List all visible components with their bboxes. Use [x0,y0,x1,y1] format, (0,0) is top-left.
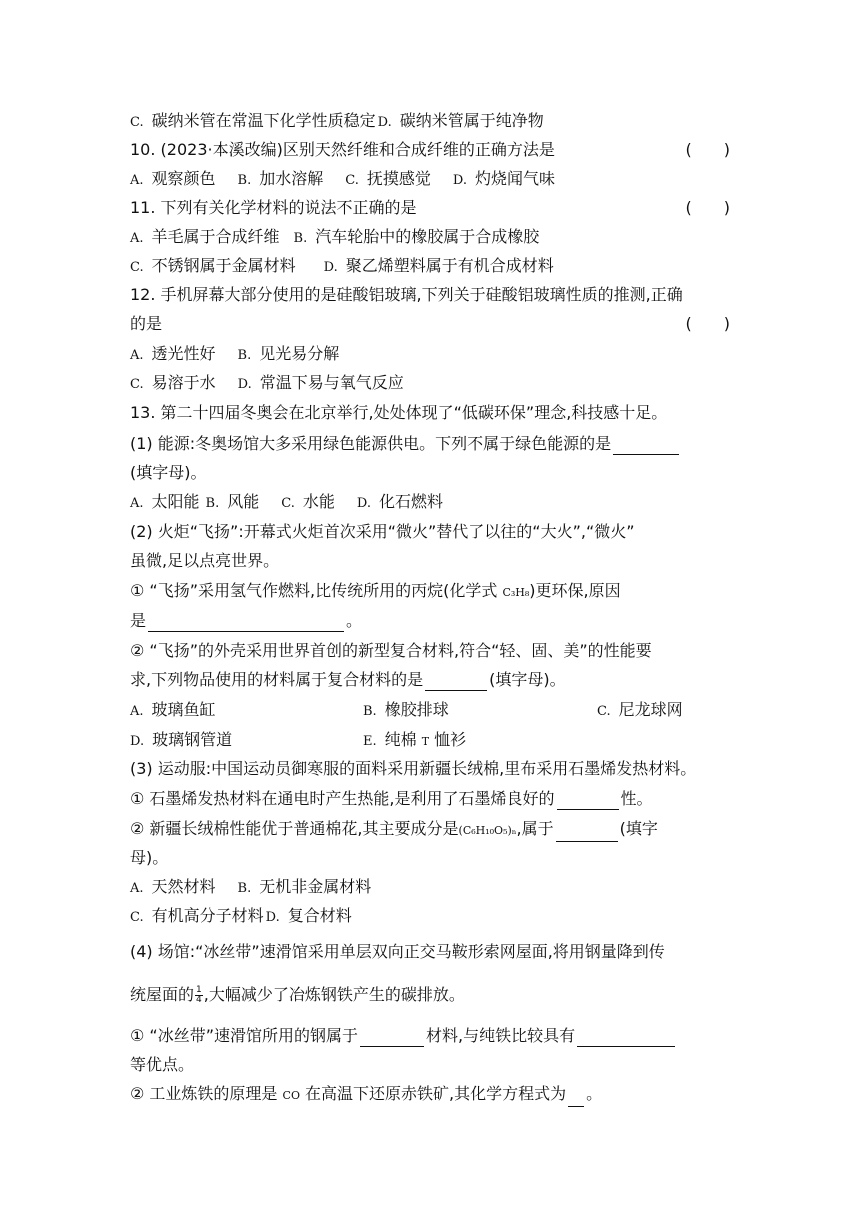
question-text: ① “冰丝带”速滑馆所用的钢属于 [130,1026,359,1045]
q13-part3-sub2 [130,818,730,842]
option-letter: E. [363,734,377,749]
question-text: 13. 第二十四届冬奥会在北京举行,处处体现了“低碳环保”理念,科技感十足。 [130,403,668,422]
option-letter: A. [130,881,144,896]
option-text: 加水溶解 [259,169,324,188]
question-text: 11. 下列有关化学材料的说法不正确的是 [130,198,417,217]
option-letter: B. [237,881,252,896]
fraction-denominator: 4 [196,995,202,1005]
option-text: 水能 [302,492,335,511]
question-text: (填字母)。 [489,670,566,689]
answer-parentheses: ( ) [685,314,730,333]
option-letter: D. [323,260,338,275]
question-text: (填字 [619,819,658,838]
question-text: 求,下列物品使用的材料属于复合材料的是 [130,670,424,689]
question-text: ② “飞扬”的外壳采用世界首创的新型复合材料,符合“轻、固、美”的性能要 [130,641,652,660]
option-letter: C. [130,377,144,392]
question-text: (4) 场馆:“冰丝带”速滑馆采用单层双向正交马鞍形索网屋面,将用钢量降到传 [130,942,665,961]
q13-part2-sub2-cont [130,669,730,691]
option-letter: A. [130,173,144,188]
option-letter: D. [452,173,467,188]
question-text: ② 工业炼铁的原理是 [130,1084,283,1103]
q13-part1-cont [130,462,730,484]
option-text: 玻璃钢管道 [152,730,233,749]
chemical-formula: C₃H₈ [502,586,530,599]
option-letter: B. [363,704,377,719]
option-letter: C. [345,173,359,188]
q11-options-cd [130,255,730,279]
option-text: 复合材料 [287,906,352,925]
question-text: 性。 [620,789,653,808]
q12-options-ab [130,343,730,367]
option-text: 无机非金属材料 [259,877,372,896]
option-text: 透光性好 [151,344,216,363]
q13-part4 [130,941,730,963]
option-letter: D. [130,734,145,749]
fraction-numerator: 1 [196,985,202,995]
q12-stem-cont [130,313,730,335]
answer-blank[interactable] [557,791,619,810]
q13-part2-sub1 [130,580,730,604]
question-text: 等优点。 [130,1055,195,1074]
option-text: 抚摸感觉 [366,169,431,188]
option-letter: D. [377,115,392,130]
question-text: ① “飞扬”采用氢气作燃料,比传统所用的丙烷(化学式 [130,581,503,600]
option-text: 碳纳米管属于纯净物 [399,111,544,130]
fraction [195,986,203,1005]
option-text: 玻璃鱼缸 [151,700,216,719]
question-text: 母)。 [130,848,169,867]
option-text: 化石燃料 [378,492,443,511]
option-text: 灼烧闻气味 [474,169,555,188]
option-text: 见光易分解 [259,344,340,363]
option-letter: A. [130,704,144,719]
question-text: ,大幅减少了冶炼钢铁产生的碳排放。 [203,985,465,1004]
q10-options [130,168,730,192]
question-text: 。 [586,1084,603,1103]
q13-part2 [130,521,730,543]
answer-parentheses: ( ) [685,140,730,159]
option-letter: C. [130,910,144,925]
question-text: (填字母)。 [130,463,207,482]
answer-parentheses: ( ) [685,198,730,217]
question-text: (3) 运动服:中国运动员御寒服的面料采用新疆长绒棉,里布采用石墨烯发热材料。 [130,759,697,778]
question-text: 材料,与纯铁比较具有 [426,1026,576,1045]
answer-blank[interactable] [613,436,679,455]
q13-part4-sub2 [130,1083,730,1107]
q12-stem [130,284,730,306]
question-text: 是 [130,611,147,630]
option-text: 常温下易与氧气反应 [259,373,404,392]
question-text: 在高温下还原赤铁矿,其化学方程式为 [299,1084,567,1103]
option-text: 太阳能 [151,492,200,511]
option-text: 恤衫 [434,730,467,749]
option-letter: B. [205,496,220,511]
q13-part3 [130,758,730,780]
question-text: 的是 [130,314,163,333]
option-letter: B. [237,348,252,363]
q11-stem [130,197,730,219]
q9-options-cd [130,110,730,134]
q11-options-ab [130,226,730,250]
option-letter: D. [237,377,252,392]
question-text: 统屋面的 [130,985,195,1004]
option-text: 汽车轮胎中的橡胶属于合成橡胶 [315,227,540,246]
option-text: 纯棉 [384,730,417,749]
answer-blank[interactable] [568,1088,584,1107]
option-letter: C. [130,260,144,275]
q10-stem [130,139,730,161]
chemical-formula: (C₆H₁₀O₅)ₙ [458,824,517,837]
option-letter: C. [281,496,295,511]
option-text: 有机高分子材料 [151,906,264,925]
q13-part3-sub1 [130,788,730,810]
question-text: ② 新疆长绒棉性能优于普通棉花,其主要成分是 [130,819,459,838]
answer-blank[interactable] [425,672,487,691]
option-text: 易溶于水 [151,373,216,392]
option-text: 不锈钢属于金属材料 [151,256,296,275]
option-letter: C. [597,704,611,719]
q13-part2-cont [130,550,730,572]
option-letter: A. [130,348,144,363]
option-letter: B. [237,173,252,188]
chemical-formula: CO [282,1089,300,1102]
q13-part4-sub1-cont [130,1054,730,1076]
answer-blank[interactable] [360,1028,424,1047]
question-text: 。 [346,611,363,630]
question-text: )更环保,原因 [529,581,621,600]
q13-part3-sub2-cont [130,847,730,869]
question-text: 虽微,足以点亮世界。 [130,551,280,570]
option-text: 天然材料 [151,877,216,896]
option-letter: D. [265,910,280,925]
option-text: 风能 [227,492,260,511]
question-text: ① 石墨烯发热材料在通电时产生热能,是利用了石墨烯良好的 [130,789,555,808]
question-text: 10. (2023·本溪改编)区别天然纤维和合成纤维的正确方法是 [130,140,555,159]
question-text: 12. 手机屏幕大部分使用的是硅酸铝玻璃,下列关于硅酸铝玻璃性质的推测,正确 [130,285,683,304]
q13-stem [130,402,730,424]
option-text: 聚乙烯塑料属于有机合成材料 [345,256,554,275]
answer-blank[interactable] [148,613,344,632]
option-text: 羊毛属于合成纤维 [151,227,280,246]
q13-part1 [130,433,730,455]
q13-part3-options-cd [130,905,730,929]
option-text: 尼龙球网 [618,700,683,719]
option-letter: A. [130,231,144,246]
q13-part4-cont [130,984,730,1006]
question-text: (1) 能源:冬奥场馆大多采用绿色能源供电。下列不属于绿色能源的是 [130,434,612,453]
q13-part4-sub1 [130,1025,730,1047]
answer-blank[interactable] [577,1028,675,1047]
option-letter: B. [293,231,308,246]
option-letter: C. [130,115,144,130]
q13-part2-sub1-cont [130,610,730,632]
option-text: T [421,735,430,748]
question-text: ,属于 [516,819,554,838]
q13-part3-options-ab [130,876,730,900]
q12-options-cd [130,372,730,396]
option-text: 碳纳米管在常温下化学性质稳定 [151,111,376,130]
option-letter: A. [130,496,144,511]
q13-part2-sub2 [130,640,730,662]
answer-blank[interactable] [556,823,618,842]
option-text: 橡胶排球 [384,700,449,719]
option-text: 观察颜色 [151,169,216,188]
q13-part1-options [130,491,730,515]
option-letter: D. [356,496,371,511]
question-text: (2) 火炬“飞扬”:开幕式火炬首次采用“微火”替代了以往的“大火”,“微火” [130,522,635,541]
